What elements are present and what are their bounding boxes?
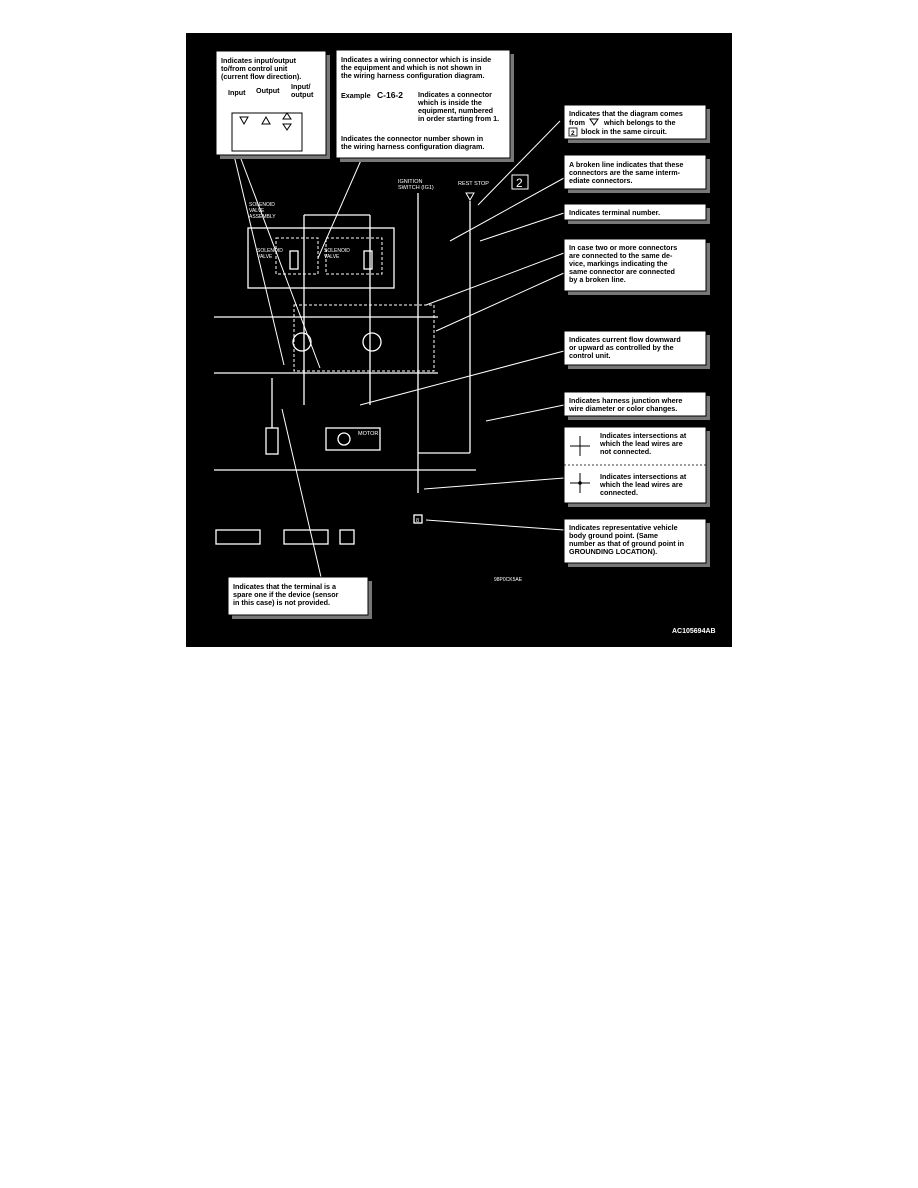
svg-text:which is inside the: which is inside the xyxy=(418,98,482,107)
drawing-code: 98P0CK5AE xyxy=(494,577,523,583)
rest-stop-label: REST STOP xyxy=(458,181,489,187)
ignition-label-1: IGNITION xyxy=(398,179,423,185)
solenoid-valve-right-2: VALVE xyxy=(324,254,340,260)
svg-text:which the lead wires are: which the lead wires are xyxy=(600,480,683,489)
callout-current-flow xyxy=(564,331,710,369)
svg-text:the wiring harness configurati: the wiring harness configuration diagram. xyxy=(341,71,485,80)
svg-text:the wiring harness configurati: the wiring harness configuration diagram. xyxy=(341,142,485,151)
svg-text:Output: Output xyxy=(256,86,280,95)
svg-text:Input/: Input/ xyxy=(291,82,311,91)
svg-text:equipment, numbered: equipment, numbered xyxy=(418,106,494,115)
svg-text:control unit.: control unit. xyxy=(569,351,611,360)
ignition-label-2: SWITCH (IG1) xyxy=(398,185,434,191)
svg-text:Indicates a connector: Indicates a connector xyxy=(418,90,492,99)
svg-text:body ground point. (Same: body ground point. (Same xyxy=(569,531,659,540)
svg-text:A broken line indicates that t: A broken line indicates that these xyxy=(569,160,684,169)
svg-text:Indicates the connector number: Indicates the connector number shown in xyxy=(341,134,484,143)
callout-terminal-number xyxy=(564,204,710,224)
solenoid-assy-label-1: SOLENOID xyxy=(249,202,275,208)
callout-diagram-origin xyxy=(564,105,710,143)
wiring-diagram-panel xyxy=(186,33,732,647)
coil-right xyxy=(364,251,372,269)
wiring-diagram-svg xyxy=(186,33,732,647)
svg-text:ediate connectors.: ediate connectors. xyxy=(569,176,633,185)
svg-text:the equipment and which is not: the equipment and which is not shown in xyxy=(341,63,482,72)
solenoid-valve-right-1: SOLENOID xyxy=(324,248,350,254)
circuit-drawing xyxy=(214,121,564,583)
svg-text:Indicates current flow downwar: Indicates current flow downward xyxy=(569,335,681,344)
svg-text:(current flow direction).: (current flow direction). xyxy=(221,72,302,81)
svg-text:connected.: connected. xyxy=(600,488,638,497)
svg-text:number as that of ground point: number as that of ground point in xyxy=(569,539,684,548)
solenoid-assy-label-2: VALVE xyxy=(249,208,265,214)
connector-symbol-3 xyxy=(340,530,354,544)
svg-text:from: from xyxy=(569,118,585,127)
callout-broken-line xyxy=(564,155,710,193)
svg-text:Indicates intersections at: Indicates intersections at xyxy=(600,472,687,481)
svg-text:wire diameter or color changes: wire diameter or color changes. xyxy=(569,404,678,413)
svg-text:in this case) is not provided.: in this case) is not provided. xyxy=(233,598,331,607)
svg-text:in order starting from 1.: in order starting from 1. xyxy=(418,114,500,123)
block-two-number: 2 xyxy=(516,176,523,190)
svg-text:In case two or more connectors: In case two or more connectors xyxy=(569,243,678,252)
sensor-box xyxy=(266,428,278,454)
callout-ground-point xyxy=(564,519,710,567)
svg-text:output: output xyxy=(291,90,314,99)
connector-symbol-2 xyxy=(284,530,328,544)
svg-text:connectors are the same interm: connectors are the same interm- xyxy=(569,168,681,177)
rest-stop-triangle-icon xyxy=(466,193,474,200)
svg-text:Indicates harness junction whe: Indicates harness junction where xyxy=(569,396,683,405)
ground-number: 8 xyxy=(416,518,420,524)
svg-text:Indicates input/output: Indicates input/output xyxy=(221,56,297,65)
svg-text:C-16-2: C-16-2 xyxy=(377,90,403,100)
svg-text:not connected.: not connected. xyxy=(600,447,652,456)
svg-text:which the lead wires are: which the lead wires are xyxy=(600,439,683,448)
motor-label: MOTOR xyxy=(358,431,379,437)
svg-text:or upward as controlled by the: or upward as controlled by the xyxy=(569,343,674,352)
motor-icon xyxy=(338,433,350,445)
svg-text:are connected to the same de-: are connected to the same de- xyxy=(569,251,673,260)
svg-text:Indicates that the terminal is: Indicates that the terminal is a xyxy=(233,582,337,591)
solenoid-valve-left-2: VALVE xyxy=(257,254,273,260)
callout-intersections xyxy=(564,427,710,507)
svg-text:2: 2 xyxy=(571,130,575,137)
svg-text:to/from control unit: to/from control unit xyxy=(221,64,288,73)
connector-symbol-1 xyxy=(216,530,260,544)
svg-text:Input: Input xyxy=(228,88,246,97)
svg-text:same connector are connected: same connector are connected xyxy=(569,267,675,276)
callout-same-device xyxy=(564,239,710,295)
svg-text:GROUNDING LOCATION).: GROUNDING LOCATION). xyxy=(569,547,658,556)
svg-text:Indicates that the diagram com: Indicates that the diagram comes xyxy=(569,109,683,118)
svg-text:spare one if the device (senso: spare one if the device (sensor xyxy=(233,590,339,599)
svg-text:Indicates intersections at: Indicates intersections at xyxy=(600,431,687,440)
callout-wiring-connector xyxy=(336,50,514,162)
transistor-right xyxy=(363,333,381,351)
callout-io-direction xyxy=(216,51,330,159)
coil-left xyxy=(290,251,298,269)
callout-harness-junction xyxy=(564,392,710,420)
svg-text:Indicates terminal number.: Indicates terminal number. xyxy=(569,208,661,217)
svg-text:which belongs to the: which belongs to the xyxy=(604,118,676,127)
solenoid-assy-label-3: ASSEMBLY xyxy=(249,214,276,220)
svg-text:vice, markings indicating the: vice, markings indicating the xyxy=(569,259,668,268)
svg-text:Example: Example xyxy=(341,91,371,100)
svg-text:block in the same circuit.: block in the same circuit. xyxy=(581,127,667,136)
svg-text:by a broken line.: by a broken line. xyxy=(569,275,626,284)
svg-text:Indicates a wiring connector w: Indicates a wiring connector which is inside xyxy=(341,55,492,64)
svg-text:Indicates representative vehic: Indicates representative vehicle xyxy=(569,523,678,532)
solenoid-valve-left-1: SOLENOID xyxy=(257,248,283,254)
footer-code: AC105694AB xyxy=(672,628,716,635)
callout-spare-terminal xyxy=(228,577,372,619)
